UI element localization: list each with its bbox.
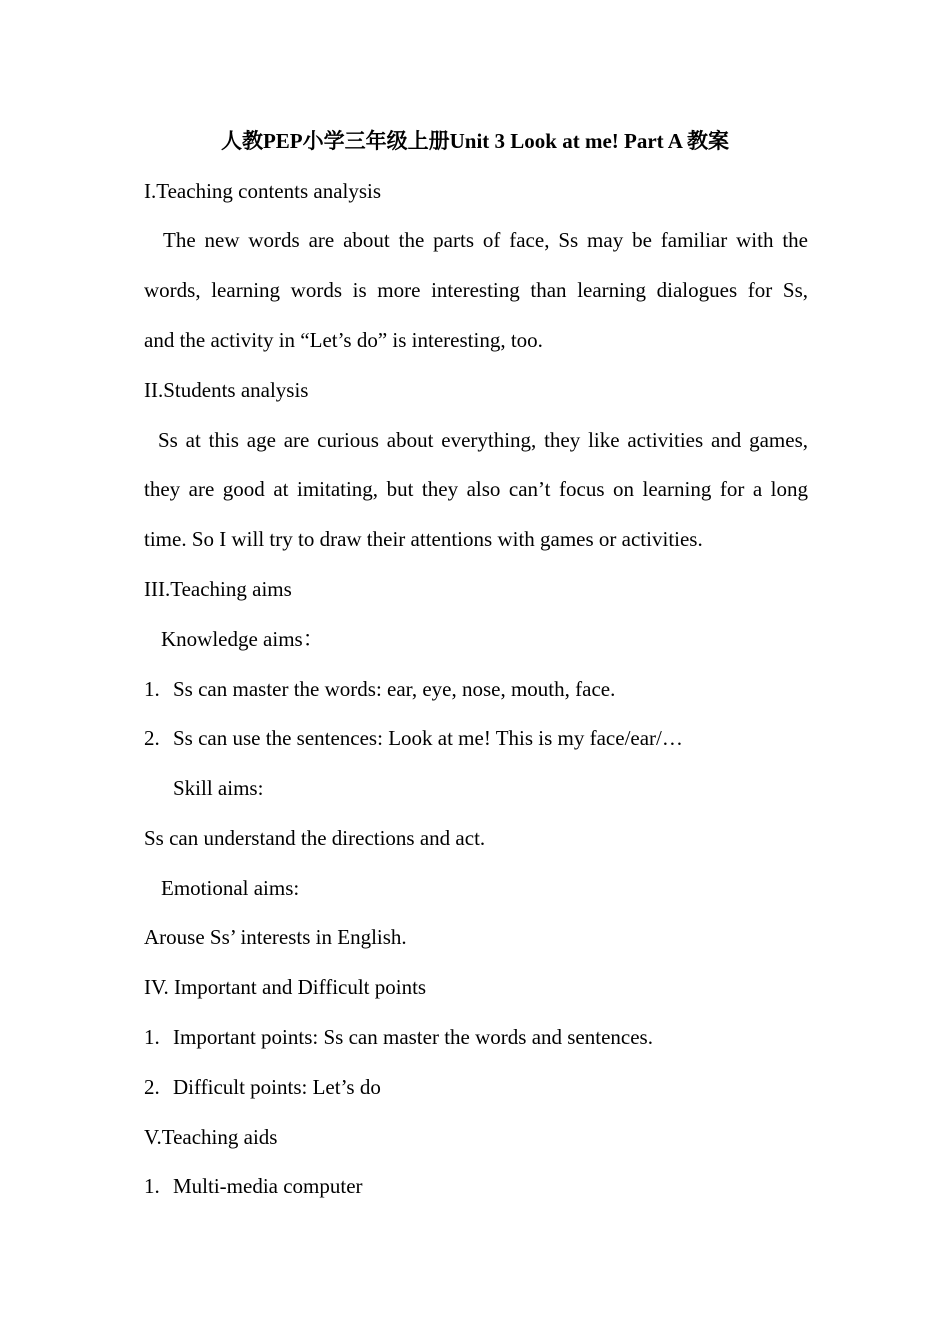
list-text: Difficult points: Let’s do bbox=[173, 1075, 381, 1099]
list-item bbox=[144, 1020, 808, 1054]
document-title: 人教PEP小学三年级上册Unit 3 Look at me! Part A 教案 bbox=[220, 129, 730, 153]
section-heading-teaching-contents: I.Teaching contents analysis bbox=[144, 179, 382, 203]
paragraph-line: they are good at imitating, but they also can’t focus on learning for a long bbox=[144, 477, 808, 501]
section-heading-students-analysis: II.Students analysis bbox=[144, 378, 309, 402]
section-heading-teaching-aids: V.Teaching aids bbox=[144, 1125, 278, 1149]
list-number: 2. bbox=[144, 1075, 160, 1099]
list-item bbox=[144, 1169, 808, 1203]
paragraph-line: Arouse Ss’ interests in English. bbox=[144, 925, 407, 949]
list-text: Ss can master the words: ear, eye, nose, mouth, face. bbox=[173, 677, 616, 701]
paragraph-line: and the activity in “Let’s do” is interesting, too. bbox=[144, 328, 543, 352]
list-text: Ss can use the sentences: Look at me! This is my face/ear/… bbox=[173, 726, 683, 750]
paragraph-line: Ss can understand the directions and act. bbox=[144, 826, 486, 850]
list-number: 2. bbox=[144, 726, 160, 750]
list-number: 1. bbox=[144, 677, 160, 701]
section-heading-important-difficult-points: IV. Important and Difficult points bbox=[144, 975, 427, 999]
list-item bbox=[144, 1070, 808, 1104]
paragraph-line: time. So I will try to draw their attentions with games or activities. bbox=[144, 527, 703, 551]
paragraph-line: Ss at this age are curious about everything, they like activities and games, bbox=[158, 428, 808, 452]
skill-aims-label: Skill aims: bbox=[173, 776, 264, 800]
paragraph-line: The new words are about the parts of face, Ss may be familiar with the bbox=[163, 228, 808, 252]
list-text: Multi-media computer bbox=[173, 1174, 363, 1198]
list-text: Important points: Ss can master the words and sentences. bbox=[173, 1025, 653, 1049]
list-item bbox=[144, 721, 808, 755]
list-number: 1. bbox=[144, 1174, 160, 1198]
knowledge-aims-label: Knowledge aims： bbox=[161, 627, 324, 651]
section-heading-teaching-aims: III.Teaching aims bbox=[144, 577, 292, 601]
list-number: 1. bbox=[144, 1025, 160, 1049]
emotional-aims-label: Emotional aims: bbox=[161, 876, 300, 900]
list-item bbox=[144, 672, 808, 706]
paragraph-line: words, learning words is more interesting than learning dialogues for Ss, bbox=[144, 278, 808, 302]
